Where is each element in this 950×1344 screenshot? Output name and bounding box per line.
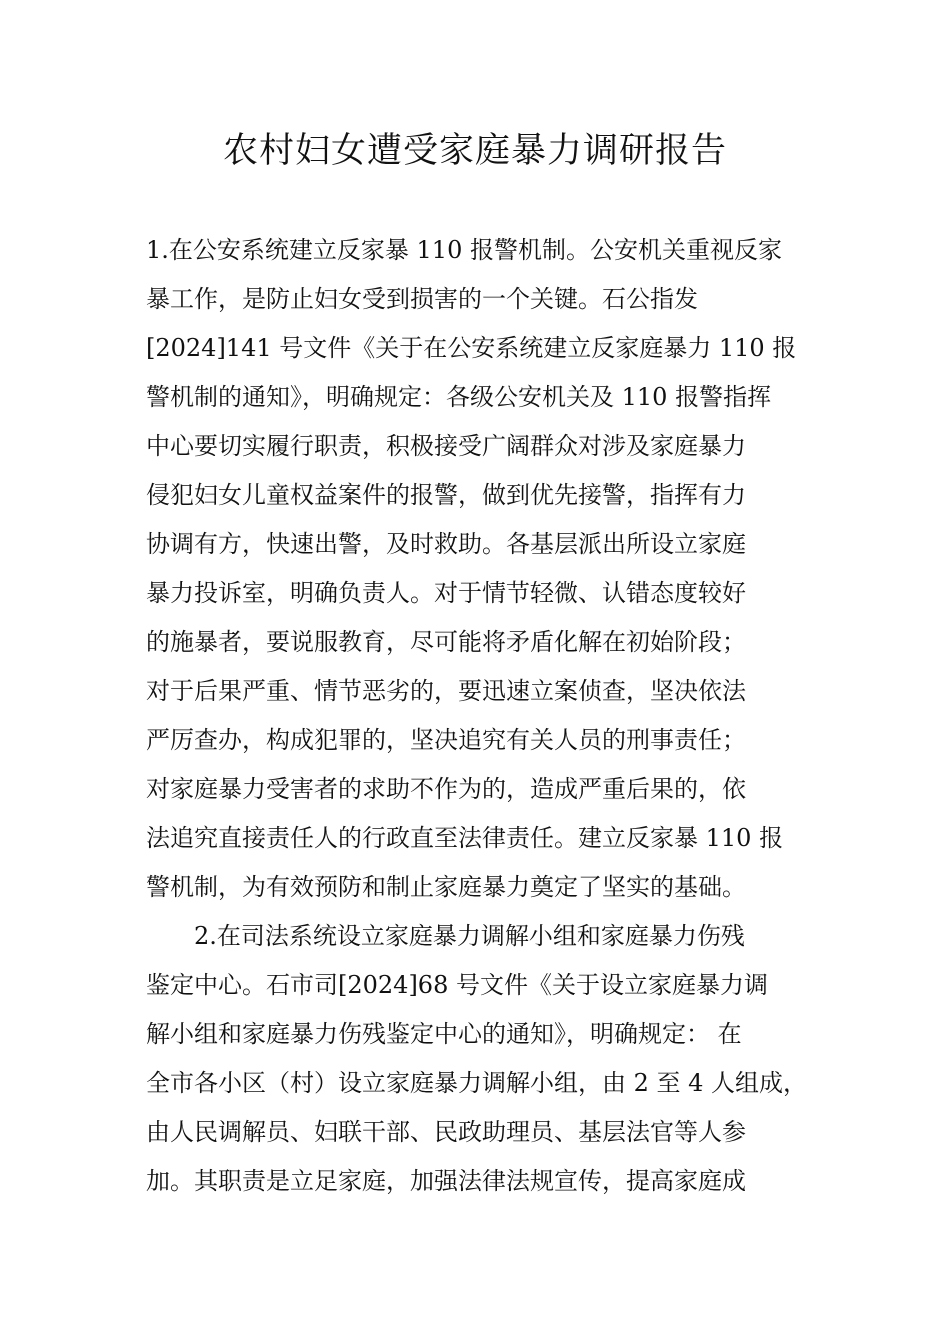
text-line: 协调有方，快速出警，及时救助。各基层派出所设立家庭	[146, 530, 746, 558]
paragraph-2	[146, 912, 812, 1206]
text-line: 暴工作，是防止妇女受到损害的一个关键。石公指发	[146, 285, 698, 313]
text-line: 对于后果严重、情节恶劣的，要迅速立案侦查，坚决依法	[146, 677, 746, 705]
text-line: 警机制，为有效预防和制止家庭暴力奠定了坚实的基础。	[146, 873, 746, 901]
text-line: 暴力投诉室，明确负责人。对于情节轻微、认错态度较好	[146, 579, 746, 607]
text-line: [2024]141 号文件《关于在公安系统建立反家庭暴力 110 报	[146, 334, 797, 362]
text-line: 警机制的通知》，明确规定：各级公安机关及 110 报警指挥	[146, 383, 772, 411]
text-line: 对家庭暴力受害者的求助不作为的，造成严重后果的，依	[146, 775, 746, 803]
text-line: 1.在公安系统建立反家暴 110 报警机制。公安机关重视反家	[146, 236, 782, 264]
text-line: 全市各小区（村）设立家庭暴力调解小组，由 2 至 4 人组成，	[146, 1069, 808, 1097]
text-line: 法追究直接责任人的行政直至法律责任。建立反家暴 110 报	[146, 824, 784, 852]
document-title: 农村妇女遭受家庭暴力调研报告	[222, 131, 727, 171]
text-line: 的施暴者，要说服教育，尽可能将矛盾化解在初始阶段；	[146, 628, 746, 656]
text-line: 严厉查办，构成犯罪的，坚决追究有关人员的刑事责任；	[146, 726, 746, 754]
document-body	[146, 226, 812, 1206]
text-line: 2.在司法系统设立家庭暴力调解小组和家庭暴力伤残	[194, 922, 745, 950]
paragraph-1	[146, 226, 812, 912]
text-line: 由人民调解员、妇联干部、民政助理员、基层法官等人参	[146, 1118, 746, 1146]
text-line: 解小组和家庭暴力伤残鉴定中心的通知》，明确规定： 在	[146, 1020, 742, 1048]
text-line: 鉴定中心。石市司[2024]68 号文件《关于设立家庭暴力调	[146, 971, 768, 999]
text-line: 侵犯妇女儿童权益案件的报警，做到优先接警，指挥有力	[146, 481, 746, 509]
text-line: 加。其职责是立足家庭，加强法律法规宣传，提高家庭成	[146, 1167, 746, 1195]
text-line: 中心要切实履行职责，积极接受广阔群众对涉及家庭暴力	[146, 432, 746, 460]
